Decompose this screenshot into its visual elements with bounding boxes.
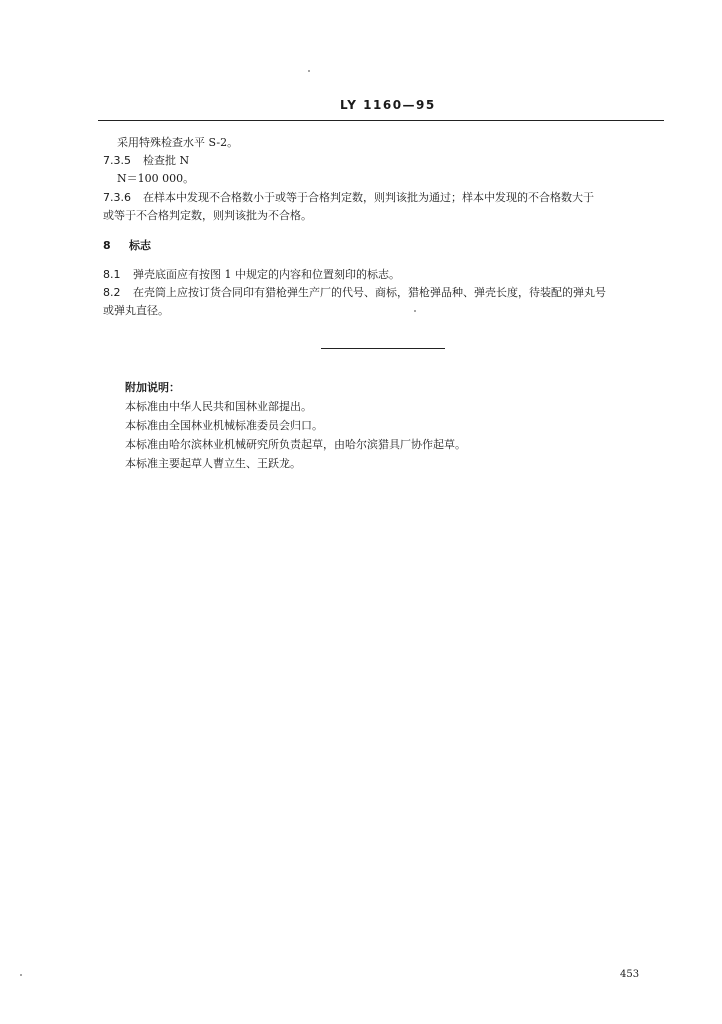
scan-speck <box>308 70 310 72</box>
section-text: 检查批 N <box>143 154 190 167</box>
section-number: 7.3.6 <box>103 191 131 204</box>
note-line: 本标准主要起草人曹立生、王跃龙。 <box>125 457 301 470</box>
batch-size-line: N＝100 000。 <box>117 172 195 185</box>
section-text: 在壳筒上应按订货合同印有猎枪弹生产厂的代号、商标，猎枪弹品种、弹壳长度，待装配的弹丸号 <box>133 286 606 299</box>
sampling-level-line: 采用特殊检查水平 S-2。 <box>117 136 239 149</box>
section-8-2-cont: 或弹丸直径。 <box>103 304 169 317</box>
note-line: 本标准由全国林业机械标准委员会归口。 <box>125 419 323 432</box>
section-7-3-6-cont: 或等于不合格判定数，则判该批为不合格。 <box>103 209 312 222</box>
section-8-1 <box>103 268 400 282</box>
section-number: 8.2 <box>103 286 121 299</box>
section-7-3-6 <box>103 191 594 205</box>
section-8-2 <box>103 286 606 300</box>
header-rule <box>98 120 664 121</box>
section-number: 8 <box>103 239 111 252</box>
notes-title: 附加说明： <box>125 381 180 394</box>
note-line: 本标准由哈尔滨林业机械研究所负责起草，由哈尔滨猎具厂协作起草。 <box>125 438 466 451</box>
section-7-3-5 <box>103 154 189 168</box>
note-line: 本标准由中华人民共和国林业部提出。 <box>125 400 312 413</box>
section-number: 7.3.5 <box>103 154 131 167</box>
standard-code: LY 1160—95 <box>340 98 436 112</box>
section-text: 在样本中发现不合格数小于或等于合格判定数，则判该批为通过；样本中发现的不合格数大于 <box>143 191 594 204</box>
end-rule <box>321 348 445 349</box>
section-number: 8.1 <box>103 268 121 281</box>
scan-speck <box>20 974 22 976</box>
section-text: 弹壳底面应有按图 1 中规定的内容和位置刻印的标志。 <box>133 268 400 281</box>
page-number: 453 <box>620 969 640 980</box>
section-title: 标志 <box>129 239 151 252</box>
scan-speck <box>414 310 416 312</box>
section-8-heading <box>103 239 151 253</box>
